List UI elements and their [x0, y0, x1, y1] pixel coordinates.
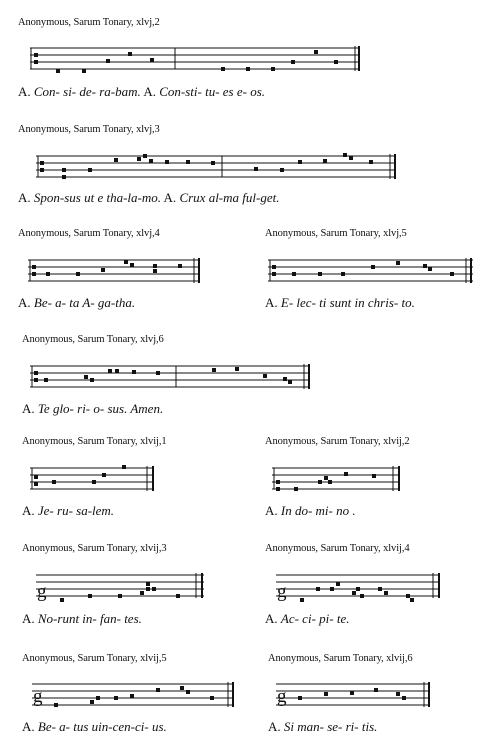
lyrics-text: Spon-sus ut e tha-la-mo. — [33, 190, 161, 205]
antiphon-marker: A. — [265, 295, 278, 310]
chant-staff — [30, 364, 316, 396]
g-clef-glyph: g — [33, 686, 43, 707]
example-caption: Anonymous, Sarum Tonary, xlvj,3 — [18, 124, 160, 135]
chant-staff — [30, 466, 160, 498]
lyrics-line — [18, 84, 265, 100]
example-caption: Anonymous, Sarum Tonary, xlvij,5 — [22, 653, 167, 664]
chant-staff — [276, 573, 444, 607]
lyrics-line — [22, 401, 163, 417]
chant-staff — [276, 682, 436, 716]
antiphon-marker: A. — [22, 401, 35, 416]
example-caption: Anonymous, Sarum Tonary, xlvj,4 — [18, 228, 160, 239]
chant-staff — [30, 46, 365, 78]
lyrics-text: No-runt in- fan- tes. — [37, 611, 142, 626]
lyrics-line — [265, 503, 356, 519]
lyrics-text: Je- ru- sa-lem. — [37, 503, 115, 518]
antiphon-marker: A. — [265, 503, 278, 518]
antiphon-marker: A. — [22, 503, 35, 518]
example-caption: Anonymous, Sarum Tonary, xlvij,2 — [265, 436, 410, 447]
lyrics-text: Con- si- de- ra-bam. — [33, 84, 141, 99]
lyrics-line — [18, 295, 135, 311]
lyrics-line — [265, 295, 415, 311]
example-caption: Anonymous, Sarum Tonary, xlvj,2 — [18, 17, 160, 28]
lyrics-text: Crux al-ma ful-get. — [179, 190, 280, 205]
antiphon-marker: A. — [268, 719, 281, 734]
antiphon-marker: A. — [18, 295, 31, 310]
example-caption: Anonymous, Sarum Tonary, xlvij,6 — [268, 653, 413, 664]
lyrics-line — [22, 719, 167, 735]
lyrics-line — [265, 611, 349, 627]
antiphon-marker: A. — [265, 611, 278, 626]
chant-staff — [268, 258, 478, 290]
lyrics-text: Be- a- ta A- ga-tha. — [33, 295, 136, 310]
example-caption: Anonymous, Sarum Tonary, xlvj,5 — [265, 228, 407, 239]
chant-staff — [36, 573, 208, 607]
example-caption: Anonymous, Sarum Tonary, xlvij,4 — [265, 543, 410, 554]
example-caption: Anonymous, Sarum Tonary, xlvij,3 — [22, 543, 167, 554]
antiphon-marker: A. — [18, 190, 31, 205]
antiphon-marker: A. — [22, 611, 35, 626]
chant-staff — [28, 258, 206, 290]
lyrics-line — [22, 611, 142, 627]
example-caption: Anonymous, Sarum Tonary, xlvj,6 — [22, 334, 164, 345]
lyrics-text: E- lec- ti sunt in chris- to. — [280, 295, 415, 310]
lyrics-text: Ac- ci- pi- te. — [280, 611, 350, 626]
chant-staff — [272, 466, 406, 498]
antiphon-marker: A. — [163, 190, 177, 205]
lyrics-line — [18, 190, 279, 206]
antiphon-marker: A. — [18, 84, 31, 99]
lyrics-text: Si man- se- ri- tis. — [283, 719, 378, 734]
antiphon-marker: A. — [143, 84, 156, 99]
g-clef-glyph: g — [277, 686, 287, 707]
chant-staff — [36, 154, 402, 186]
lyrics-text: Te glo- ri- o- sus. Amen. — [37, 401, 164, 416]
lyrics-text: Con-sti- tu- es e- os. — [159, 84, 266, 99]
antiphon-marker: A. — [22, 719, 35, 734]
g-clef-glyph: g — [277, 581, 287, 602]
lyrics-text: Be- a- tus uin-cen-ci- us. — [37, 719, 167, 734]
lyrics-line — [268, 719, 377, 735]
g-clef-glyph: g — [37, 581, 47, 602]
chant-staff — [32, 682, 240, 716]
lyrics-line — [22, 503, 114, 519]
lyrics-text: In do- mi- no . — [280, 503, 356, 518]
example-caption: Anonymous, Sarum Tonary, xlvij,1 — [22, 436, 167, 447]
